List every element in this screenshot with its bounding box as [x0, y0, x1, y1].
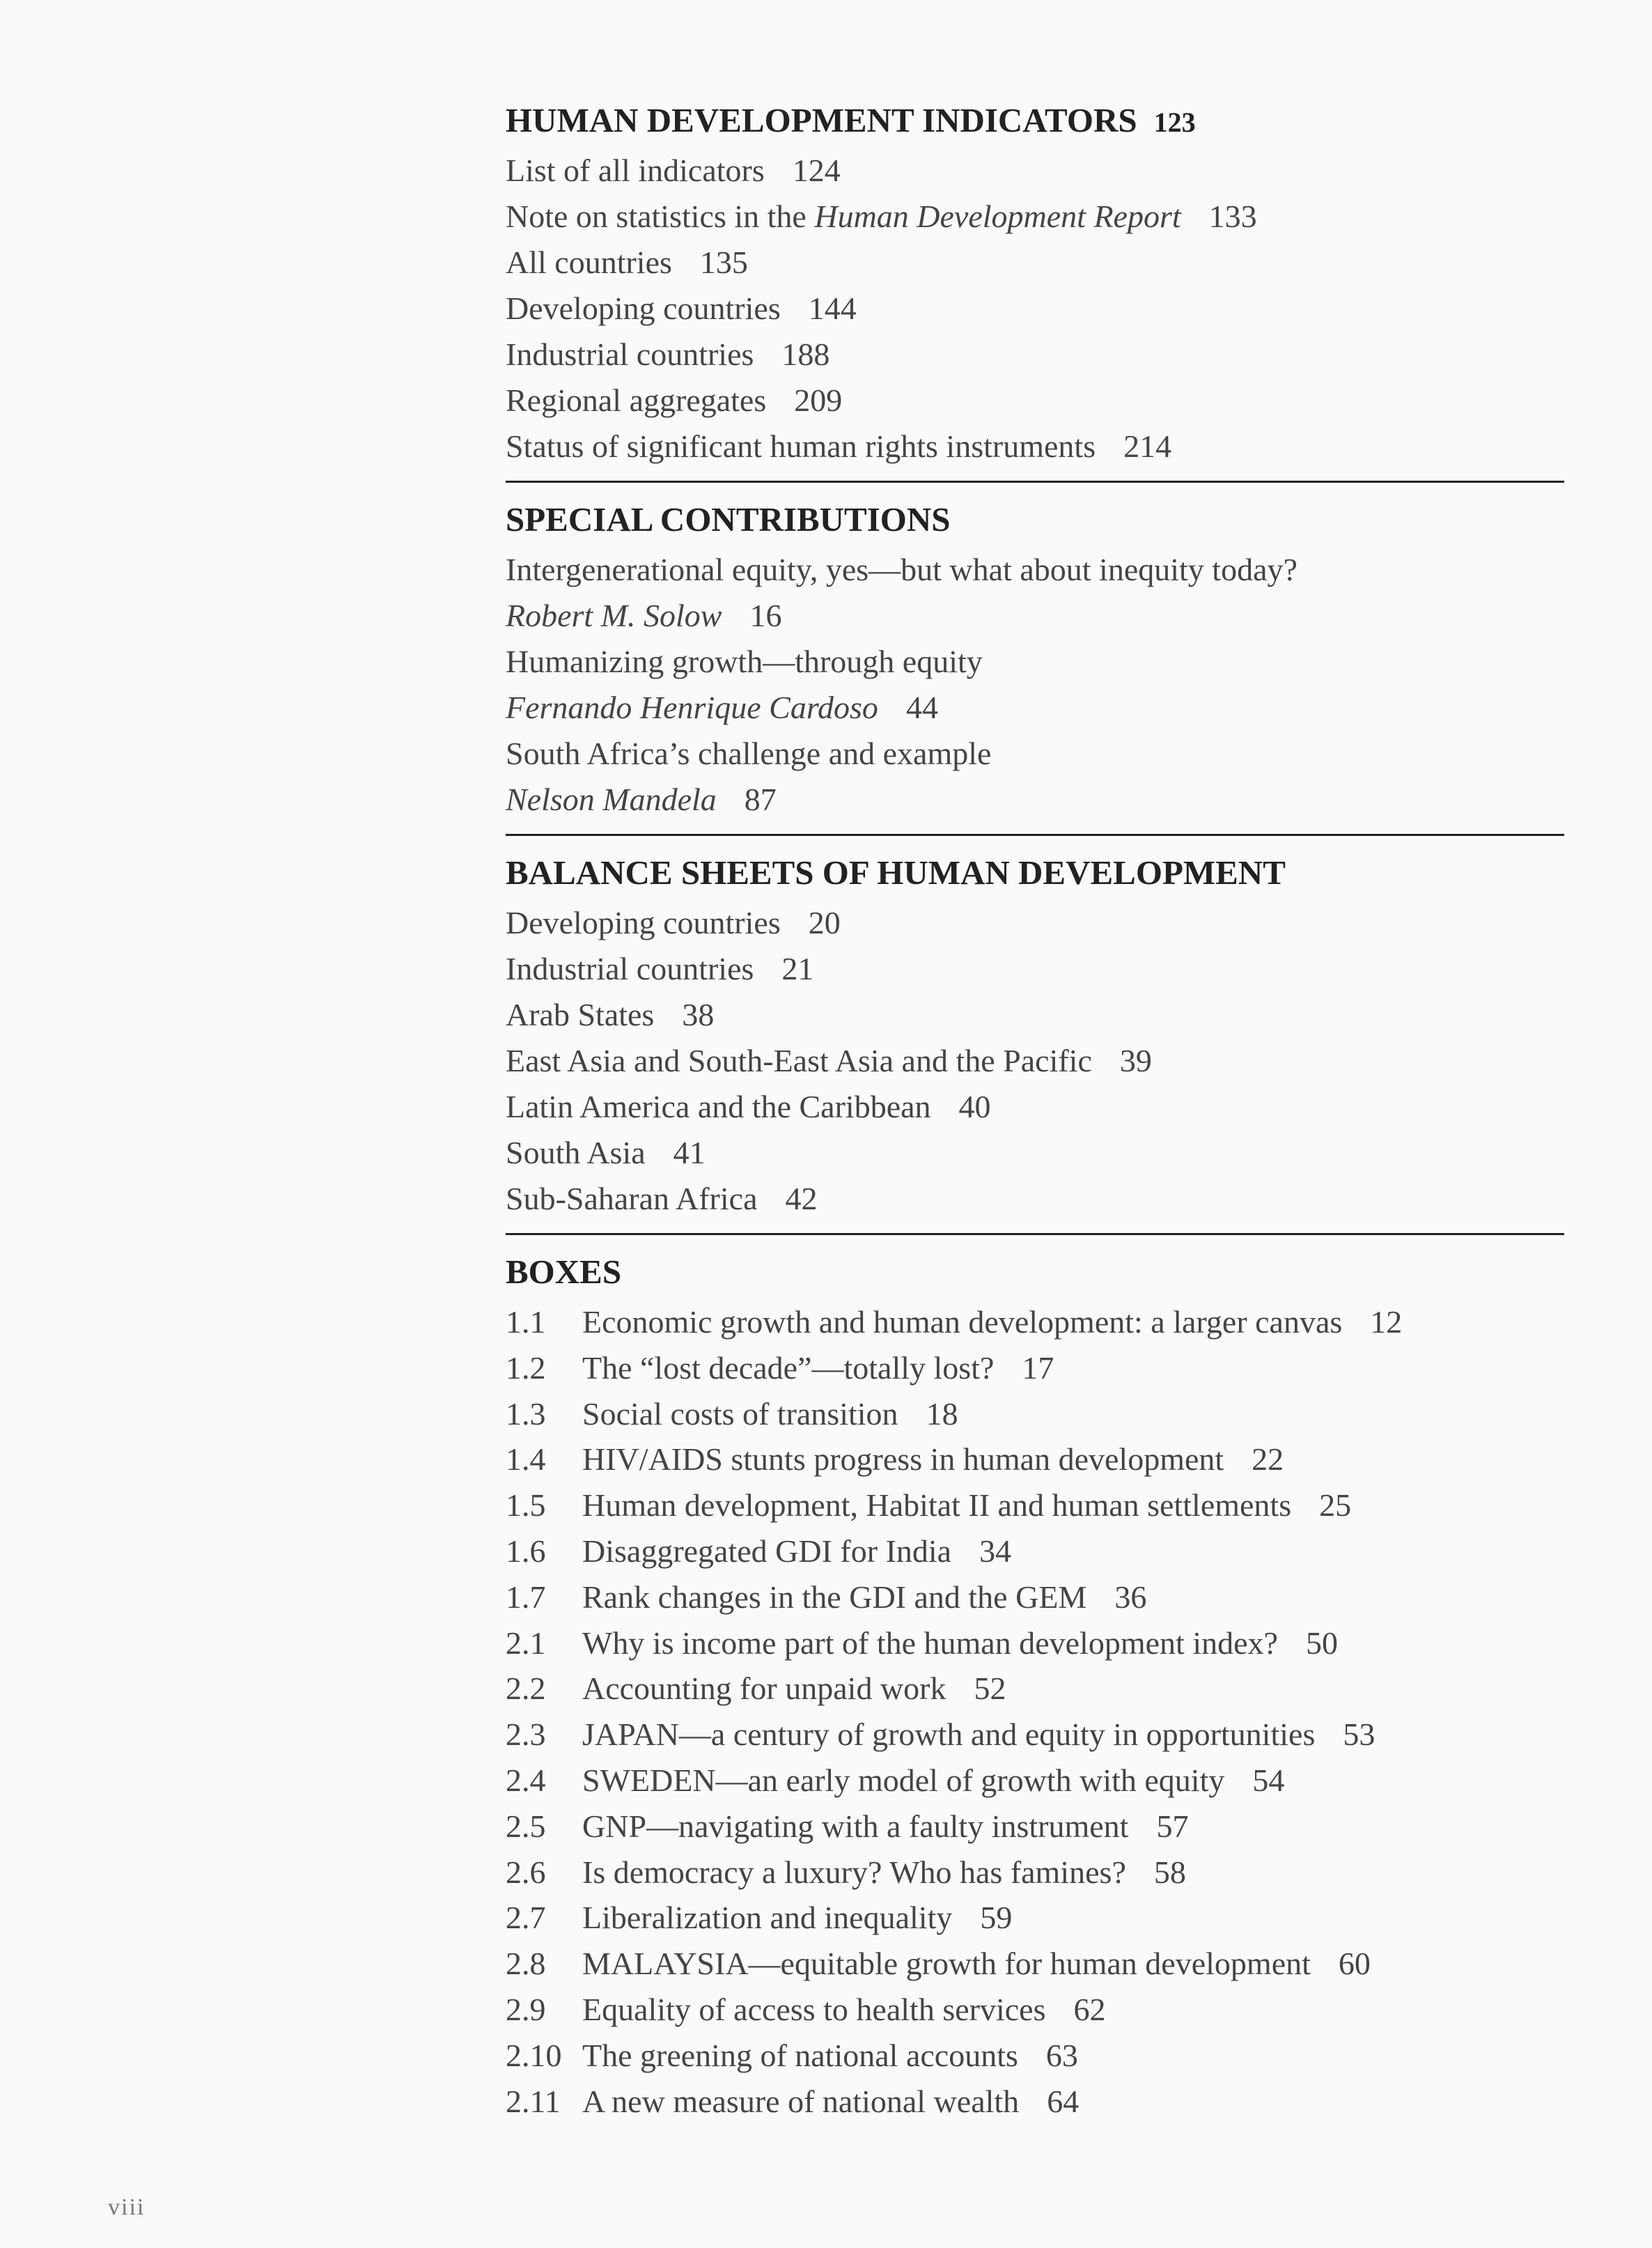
toc-entry[interactable]	[506, 1130, 1564, 1176]
entry-page-number: 52	[974, 1671, 1006, 1707]
box-number: 1.6	[506, 1533, 546, 1569]
entry-page-number: 41	[673, 1135, 706, 1170]
box-number: 1.4	[506, 1441, 546, 1478]
box-number: 1.1	[506, 1304, 546, 1340]
box-entry[interactable]	[506, 1299, 1564, 1345]
entry-label: Industrial countries	[506, 951, 754, 986]
entry-page-number: 209	[794, 382, 843, 418]
entry-page-number: 135	[699, 245, 748, 280]
box-number: 1.2	[506, 1349, 546, 1386]
toc-entry[interactable]	[506, 1176, 1564, 1222]
box-entry[interactable]	[506, 1528, 1564, 1574]
box-entry[interactable]	[506, 1850, 1564, 1896]
entry-page-number: 40	[958, 1089, 991, 1124]
entry-page-number: 50	[1305, 1625, 1338, 1661]
contribution-title[interactable]	[506, 639, 1564, 685]
box-entry[interactable]	[506, 1620, 1564, 1666]
section-page-number: 123	[1153, 107, 1196, 138]
entry-page-number: 20	[808, 905, 841, 940]
entry-label: Status of significant human rights instruments	[506, 428, 1096, 464]
entry-label: Disaggregated GDI for India	[582, 1533, 952, 1569]
entry-label: A new measure of national wealth	[582, 2083, 1020, 2119]
entry-label: Developing countries	[506, 905, 781, 940]
entry-label: Humanizing growth—through equity	[506, 644, 983, 679]
box-entry[interactable]	[506, 1345, 1564, 1391]
entry-label: JAPAN—a century of growth and equity in opportunities	[582, 1716, 1316, 1753]
entry-label: Sub-Saharan Africa	[506, 1181, 758, 1216]
entry-page-number: 124	[792, 153, 841, 188]
section-balance-sheets	[506, 846, 1564, 1222]
box-entry[interactable]	[506, 1574, 1564, 1620]
entry-label: Developing countries	[506, 290, 781, 326]
box-entry[interactable]	[506, 1712, 1564, 1758]
box-number: 2.8	[506, 1946, 546, 1982]
toc-entry[interactable]	[506, 240, 1564, 286]
box-number: 2.7	[506, 1900, 546, 1936]
entry-label: Accounting for unpaid work	[582, 1671, 946, 1707]
entry-label: Rank changes in the GDI and the GEM	[582, 1579, 1087, 1615]
box-entry[interactable]	[506, 1804, 1564, 1850]
entry-label: Liberalization and inequality	[582, 1900, 953, 1936]
entry-page-number: 59	[980, 1900, 1013, 1936]
box-number: 2.1	[506, 1625, 546, 1661]
entry-label: Is democracy a luxury? Who has famines?	[582, 1854, 1126, 1890]
section-title-text: BALANCE SHEETS OF HUMAN DEVELOPMENT	[506, 853, 1286, 892]
toc-entry[interactable]	[506, 332, 1564, 378]
entry-page-number: 58	[1153, 1854, 1186, 1890]
toc-entry[interactable]	[506, 992, 1564, 1038]
box-number: 2.10	[506, 2037, 562, 2073]
contribution-author[interactable]	[506, 685, 1564, 731]
box-number: 1.7	[506, 1579, 546, 1615]
entry-page-number: 214	[1123, 428, 1172, 464]
entry-label: Equality of access to health services	[582, 1991, 1046, 2027]
entry-label: All countries	[506, 245, 672, 280]
entry-label: Why is income part of the human development index?	[582, 1625, 1278, 1661]
entry-page-number: 133	[1208, 199, 1257, 234]
box-number: 2.4	[506, 1762, 546, 1798]
entry-page-number: 25	[1319, 1487, 1352, 1524]
toc-entry[interactable]	[506, 424, 1564, 470]
author-name: Fernando Henrique Cardoso	[506, 690, 878, 725]
box-number: 2.6	[506, 1854, 546, 1890]
toc-entry[interactable]	[506, 1084, 1564, 1130]
section-divider	[506, 834, 1564, 836]
toc-entry[interactable]	[506, 378, 1564, 424]
box-entry[interactable]	[506, 1482, 1564, 1528]
section-title	[506, 493, 1564, 547]
section-special-contributions	[506, 493, 1564, 823]
entry-label: Human development, Habitat II and human settlements	[582, 1487, 1292, 1524]
toc-entry[interactable]	[506, 946, 1564, 992]
section-boxes	[506, 1245, 1564, 2124]
entry-page-number: 54	[1252, 1762, 1285, 1798]
section-title	[506, 1245, 1564, 1299]
box-entry[interactable]	[506, 1941, 1564, 1987]
section-title-text: SPECIAL CONTRIBUTIONS	[506, 500, 951, 538]
author-name: Nelson Mandela	[506, 782, 717, 817]
section-human-development-indicators	[506, 93, 1564, 470]
section-title	[506, 93, 1564, 148]
section-title-text: HUMAN DEVELOPMENT INDICATORS	[506, 101, 1137, 139]
page-folio: viii	[108, 2194, 146, 2220]
contribution-title[interactable]	[506, 731, 1564, 777]
entry-label: The “lost decade”—totally lost?	[582, 1349, 995, 1386]
entry-page-number: 87	[744, 782, 777, 817]
entry-page-number: 21	[781, 951, 814, 986]
entry-label: Regional aggregates	[506, 382, 767, 418]
entry-page-number: 39	[1119, 1043, 1152, 1078]
entry-label: Arab States	[506, 997, 655, 1032]
section-divider	[506, 1233, 1564, 1235]
entry-page-number: 16	[749, 598, 782, 633]
entry-page-number: 63	[1045, 2037, 1078, 2073]
entry-page-number: 64	[1047, 2083, 1080, 2119]
entry-page-number: 57	[1156, 1808, 1189, 1844]
box-entry[interactable]	[506, 2033, 1564, 2079]
box-entry[interactable]	[506, 1666, 1564, 1712]
box-entry[interactable]	[506, 1895, 1564, 1941]
entry-label: Economic growth and human development: a larger canvas	[582, 1304, 1343, 1340]
box-entry[interactable]	[506, 1758, 1564, 1804]
entry-label: East Asia and South-East Asia and the Pacific	[506, 1043, 1092, 1078]
entry-label: Social costs of transition	[582, 1395, 898, 1432]
box-entry[interactable]	[506, 1436, 1564, 1482]
entry-label: SWEDEN—an early model of growth with equity	[582, 1762, 1225, 1798]
entry-page-number: 38	[682, 997, 715, 1032]
box-number: 2.2	[506, 1671, 546, 1707]
box-number: 2.9	[506, 1991, 546, 2027]
entry-page-number: 44	[905, 690, 938, 725]
entry-page-number: 53	[1343, 1716, 1376, 1753]
entry-label: Industrial countries	[506, 336, 754, 372]
entry-page-number: 17	[1022, 1349, 1054, 1386]
contribution-author[interactable]	[506, 593, 1564, 639]
entry-page-number: 188	[781, 336, 830, 372]
entry-page-number: 22	[1252, 1441, 1284, 1478]
box-entry[interactable]	[506, 1987, 1564, 2033]
entry-page-number: 144	[808, 290, 857, 326]
entry-label: The greening of national accounts	[582, 2037, 1018, 2073]
toc-entry[interactable]	[506, 286, 1564, 332]
toc-entry[interactable]	[506, 1038, 1564, 1084]
box-number: 2.5	[506, 1808, 546, 1844]
section-title	[506, 846, 1564, 900]
entry-label: Latin America and the Caribbean	[506, 1089, 931, 1124]
toc-entry[interactable]	[506, 194, 1564, 240]
table-of-contents	[506, 93, 1564, 2124]
box-number: 2.3	[506, 1716, 546, 1753]
entry-page-number: 60	[1338, 1946, 1371, 1982]
entry-page-number: 42	[785, 1181, 818, 1216]
entry-label: List of all indicators	[506, 153, 765, 188]
toc-entry[interactable]	[506, 900, 1564, 946]
entry-label: Note on statistics in the	[506, 199, 815, 234]
contribution-title[interactable]	[506, 547, 1564, 593]
box-number: 2.11	[506, 2083, 561, 2119]
entry-label: South Africa’s challenge and example	[506, 736, 992, 771]
contribution-author[interactable]	[506, 777, 1564, 823]
box-entry[interactable]	[506, 2079, 1564, 2125]
toc-entry[interactable]	[506, 148, 1564, 194]
entry-label: MALAYSIA—equitable growth for human development	[582, 1946, 1311, 1982]
box-number: 1.3	[506, 1395, 546, 1432]
box-entry[interactable]	[506, 1391, 1564, 1437]
author-name: Robert M. Solow	[506, 598, 722, 633]
box-number: 1.5	[506, 1487, 546, 1524]
entry-page-number: 18	[926, 1395, 958, 1432]
entry-page-number: 34	[979, 1533, 1012, 1569]
entry-label: South Asia	[506, 1135, 646, 1170]
entry-label: GNP—navigating with a faulty instrument	[582, 1808, 1129, 1844]
entry-page-number: 62	[1073, 1991, 1106, 2027]
entry-page-number: 12	[1370, 1304, 1403, 1340]
entry-page-number: 36	[1114, 1579, 1147, 1615]
entry-label-italic: Human Development Report	[814, 199, 1181, 234]
entry-label: HIV/AIDS stunts progress in human development	[582, 1441, 1224, 1478]
section-divider	[506, 481, 1564, 483]
entry-label: Intergenerational equity, yes—but what about inequity today?	[506, 552, 1298, 587]
section-title-text: BOXES	[506, 1253, 622, 1291]
